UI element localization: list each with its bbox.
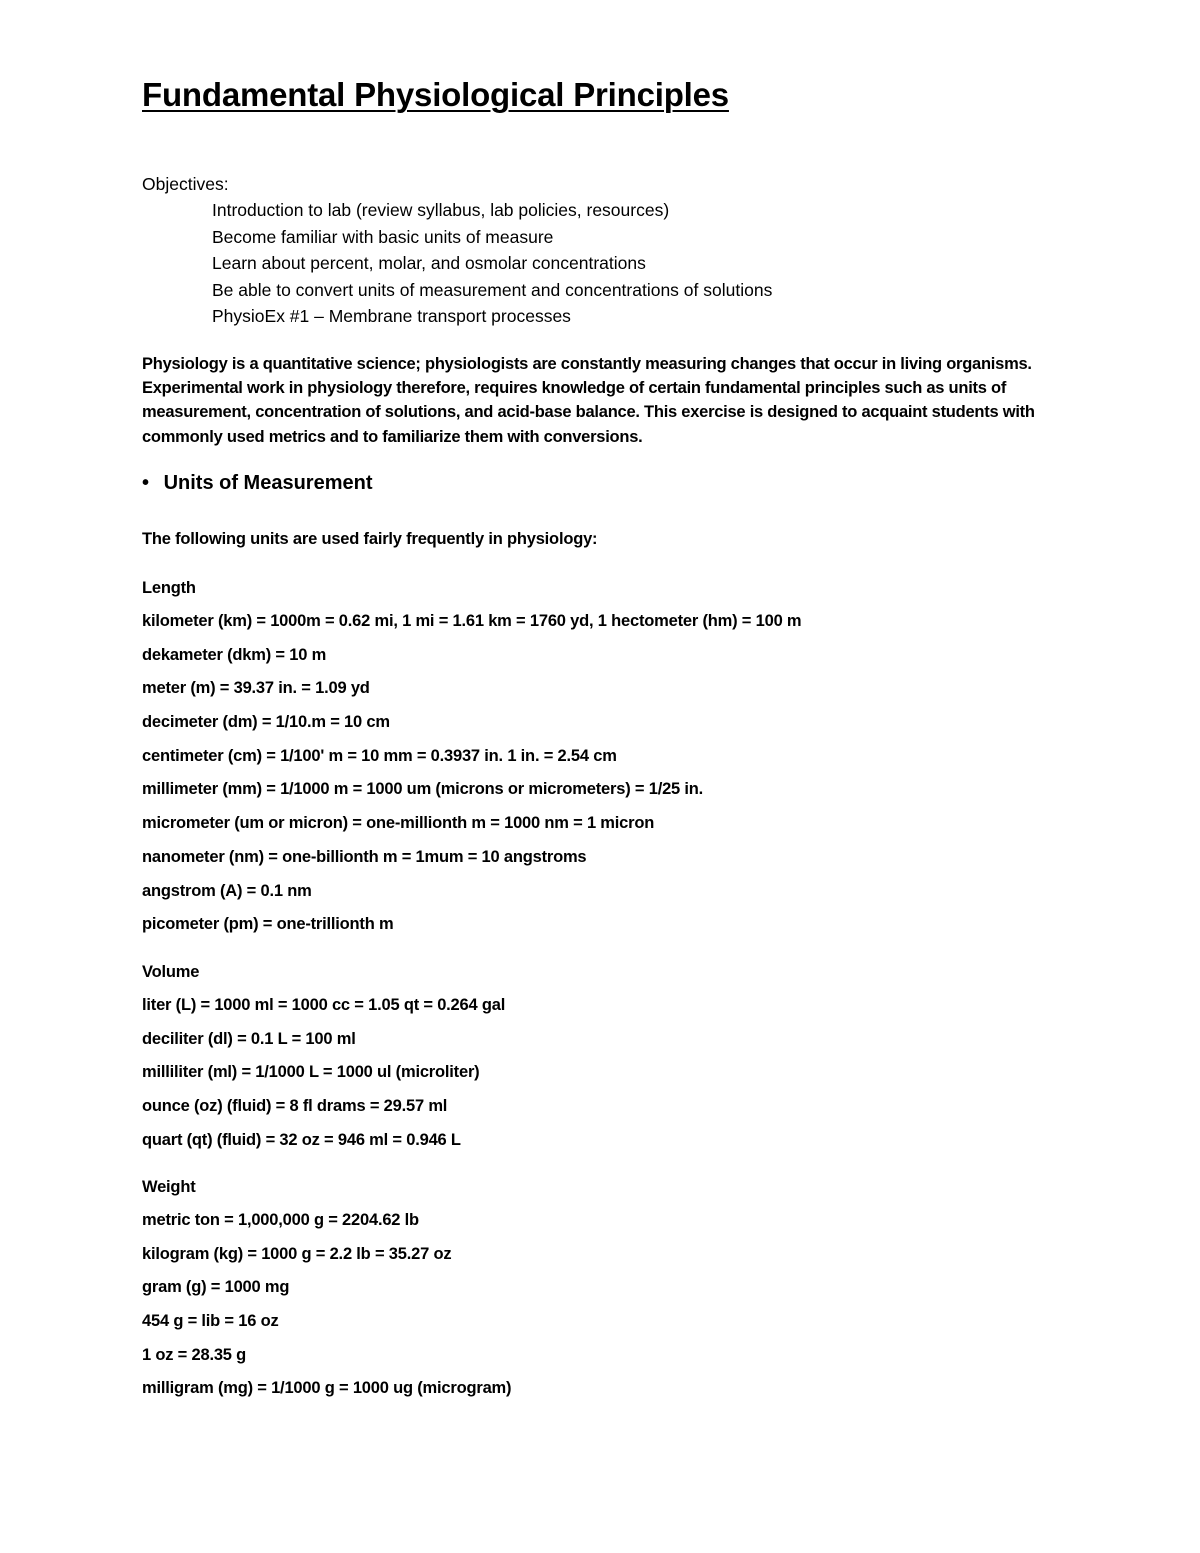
objective-item: PhysioEx #1 – Membrane transport processes <box>212 306 571 327</box>
page-title: Fundamental Physiological Principles <box>142 76 729 113</box>
weight-heading: Weight <box>142 1178 196 1196</box>
volume-row: deciliter (dl) = 0.1 L = 100 ml <box>142 1029 356 1048</box>
weight-row: 454 g = lib = 16 oz <box>142 1312 279 1331</box>
length-row: dekameter (dkm) = 10 m <box>142 645 327 664</box>
length-row: nanometer (nm) = one-billionth m = 1mum = 10 angstroms <box>142 847 587 866</box>
length-row: millimeter (mm) = 1/1000 m = 1000 um (microns or micrometers) = 1/25 in. <box>142 780 704 799</box>
bullet-icon: • <box>142 472 150 494</box>
length-row: decimeter (dm) = 1/10.m = 10 cm <box>142 713 390 732</box>
objective-item: Introduction to lab (review syllabus, lab policies, resources) <box>212 200 670 221</box>
weight-row: 1 oz = 28.35 g <box>142 1345 247 1364</box>
volume-heading: Volume <box>142 963 200 981</box>
intro-paragraph: Physiology is a quantitative science; physiologists are constantly measuring changes that occur in living organisms. Experimental work in physiology therefore, requires knowledge of certain fundamental principles such as units of measurement, concentration of solutions, and acid-base balance. This exercise is designed to acquaint students with commonly used metrics and to familiarize them with conversions. <box>142 355 1035 446</box>
weight-row: gram (g) = 1000 mg <box>142 1278 290 1297</box>
weight-units-group <box>142 1170 511 1406</box>
length-row: centimeter (cm) = 1/100' m = 10 mm = 0.3937 in. 1 in. = 2.54 cm <box>142 746 617 765</box>
volume-row: quart (qt) (fluid) = 32 oz = 946 ml = 0.946 L <box>142 1130 461 1149</box>
weight-row: kilogram (kg) = 1000 g = 2.2 lb = 35.27 oz <box>142 1244 452 1263</box>
objective-item: Learn about percent, molar, and osmolar concentrations <box>212 253 646 274</box>
length-heading: Length <box>142 579 196 597</box>
length-units-group <box>142 571 801 942</box>
volume-row: ounce (oz) (fluid) = 8 fl drams = 29.57 ml <box>142 1097 448 1116</box>
objective-item: Become familiar with basic units of measure <box>212 226 554 247</box>
length-row: meter (m) = 39.37 in. = 1.09 yd <box>142 679 370 698</box>
weight-row: metric ton = 1,000,000 g = 2204.62 lb <box>142 1211 419 1229</box>
length-row: kilometer (km) = 1000m = 0.62 mi, 1 mi = 1.61 km = 1760 yd, 1 hectometer (hm) = 100 m <box>142 612 802 630</box>
volume-row: liter (L) = 1000 ml = 1000 cc = 1.05 qt = 0.264 gal <box>142 996 506 1014</box>
volume-row: milliliter (ml) = 1/1000 L = 1000 ul (microliter) <box>142 1063 480 1082</box>
objective-item: Be able to convert units of measurement and concentrations of solutions <box>212 279 773 300</box>
length-row: picometer (pm) = one-trillionth m <box>142 915 394 934</box>
length-row: angstrom (A) = 0.1 nm <box>142 881 312 900</box>
section-heading <box>142 472 373 495</box>
length-row: micrometer (um or micron) = one-millionth m = 1000 nm = 1 micron <box>142 814 655 833</box>
volume-units-group <box>142 955 505 1157</box>
objectives-label: Objectives: <box>142 174 229 194</box>
objectives-block <box>142 171 772 329</box>
weight-row: milligram (mg) = 1/1000 g = 1000 ug (microgram) <box>142 1379 512 1398</box>
section-heading-text: Units of Measurement <box>163 472 373 494</box>
section-lead: The following units are used fairly frequently in physiology: <box>142 530 598 548</box>
objectives-list <box>142 197 772 329</box>
